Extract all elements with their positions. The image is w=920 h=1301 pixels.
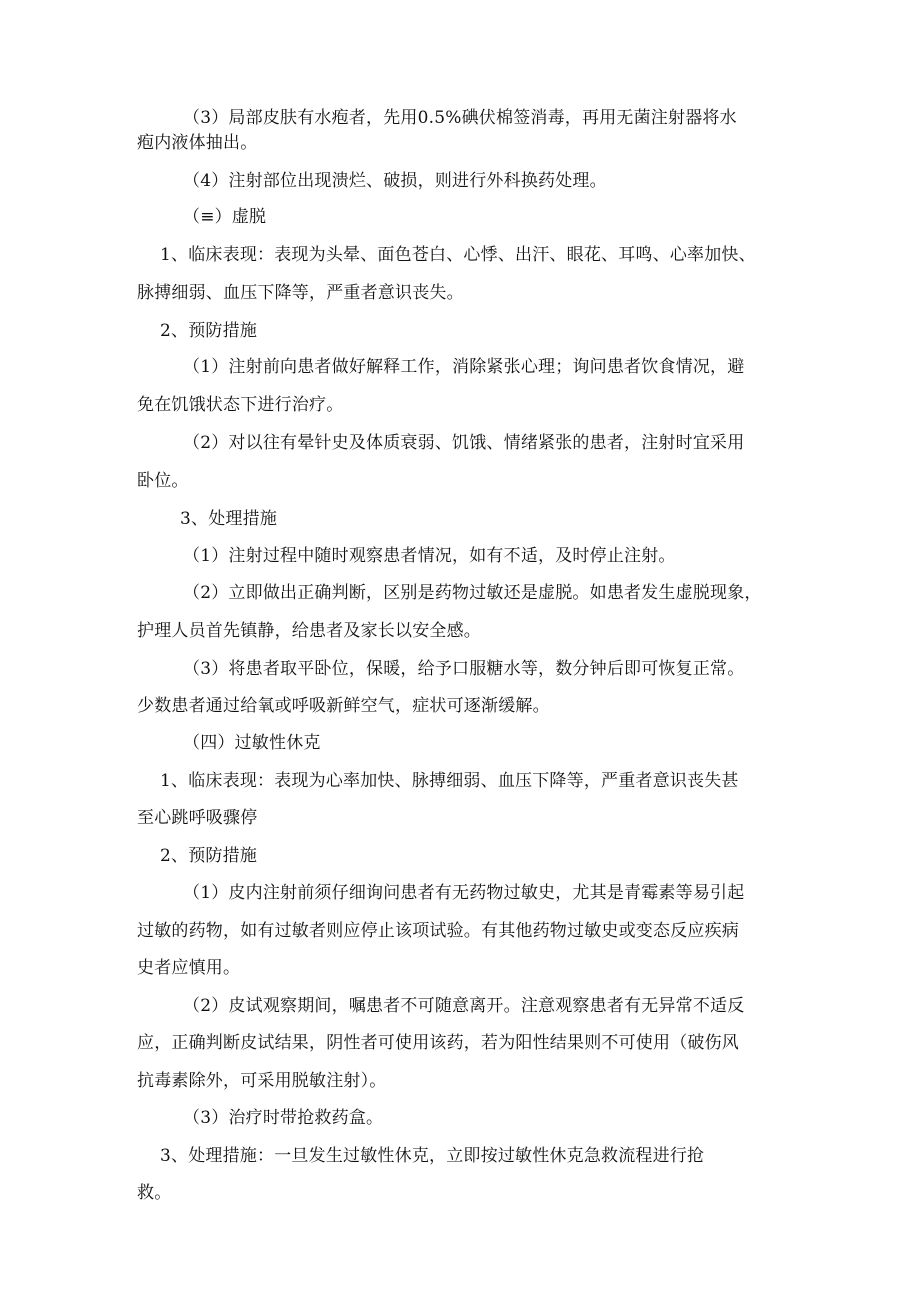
- text-line-11: 卧位。: [137, 471, 189, 491]
- text-line-30: 救。: [137, 1183, 172, 1203]
- text-line-24: 史者应慎用。: [137, 958, 241, 978]
- text-line-22: （1）皮内注射前须仔细询问患者有无药物过敏史，尤其是青霉素等易引起: [183, 883, 745, 903]
- text-line-3: （4）注射部位出现溃烂、破损，则进行外科换药处理。: [183, 171, 607, 191]
- text-line-26: 应，正确判断皮试结果，阴性者可使用该药，若为阳性结果则不可使用（破伤风: [137, 1033, 739, 1053]
- text-line-23: 过敏的药物，如有过敏者则应停止该项试验。有其他药物过敏史或变态反应疾病: [137, 921, 739, 941]
- text-line-19: 1、临床表现：表现为心率加快、脉搏细弱、血压下降等，严重者意识丧失甚: [160, 771, 739, 791]
- text-line-27: 抗毒素除外，可采用脱敏注射）。: [137, 1071, 387, 1091]
- text-line-15: 护理人员首先镇静，给患者及家长以安全感。: [137, 621, 481, 641]
- text-line-2: 疱内液体抽出。: [137, 133, 258, 153]
- subheading-prevention-2: 2、预防措施: [160, 846, 258, 866]
- text-line-28: （3）治疗时带抢救药盒。: [183, 1108, 384, 1128]
- text-line-10: （2）对以往有晕针史及体质衰弱、饥饿、情绪紧张的患者，注射时宜采用: [183, 433, 745, 453]
- text-line-17: 少数患者通过给氧或呼吸新鲜空气，症状可逐渐缓解。: [137, 696, 550, 716]
- text-line-9: 免在饥饿状态下进行治疗。: [137, 395, 344, 415]
- text-line-6: 脉搏细弱、血压下降等，严重者意识丧失。: [137, 283, 464, 303]
- text-line-25: （2）皮试观察期间，嘱患者不可随意离开。注意观察患者有无异常不适反: [183, 996, 745, 1016]
- subheading-treatment-1: 3、处理措施: [180, 509, 278, 529]
- text-line-16: （3）将患者取平卧位，保暖，给予口服糖水等，数分钟后即可恢复正常。: [183, 659, 745, 679]
- text-line-5: 1、临床表现：表现为头晕、面色苍白、心悸、出汗、眼花、耳鸣、心率加快、: [160, 245, 756, 265]
- text-line-14: （2）立即做出正确判断，区别是药物过敏还是虚脱。如患者发生虚脱现象，: [183, 583, 762, 603]
- text-line-8: （1）注射前向患者做好解释工作，消除紧张心理；询问患者饮食情况，避: [183, 357, 745, 377]
- subheading-prevention-1: 2、预防措施: [160, 321, 258, 341]
- text-line-29: 3、处理措施：一旦发生过敏性休克，立即按过敏性休克急救流程进行抢: [160, 1146, 705, 1166]
- section-heading-collapse: （≡）虚脱: [183, 207, 267, 227]
- section-heading-anaphylaxis: （四）过敏性休克: [183, 733, 321, 753]
- text-line-20: 至心跳呼吸骤停: [137, 808, 258, 828]
- text-line-13: （1）注射过程中随时观察患者情况，如有不适，及时停止注射。: [183, 546, 676, 566]
- text-line-1: （3）局部皮肤有水疱者，先用0.5%碘伏棉签消毒，再用无菌注射器将水: [183, 108, 737, 128]
